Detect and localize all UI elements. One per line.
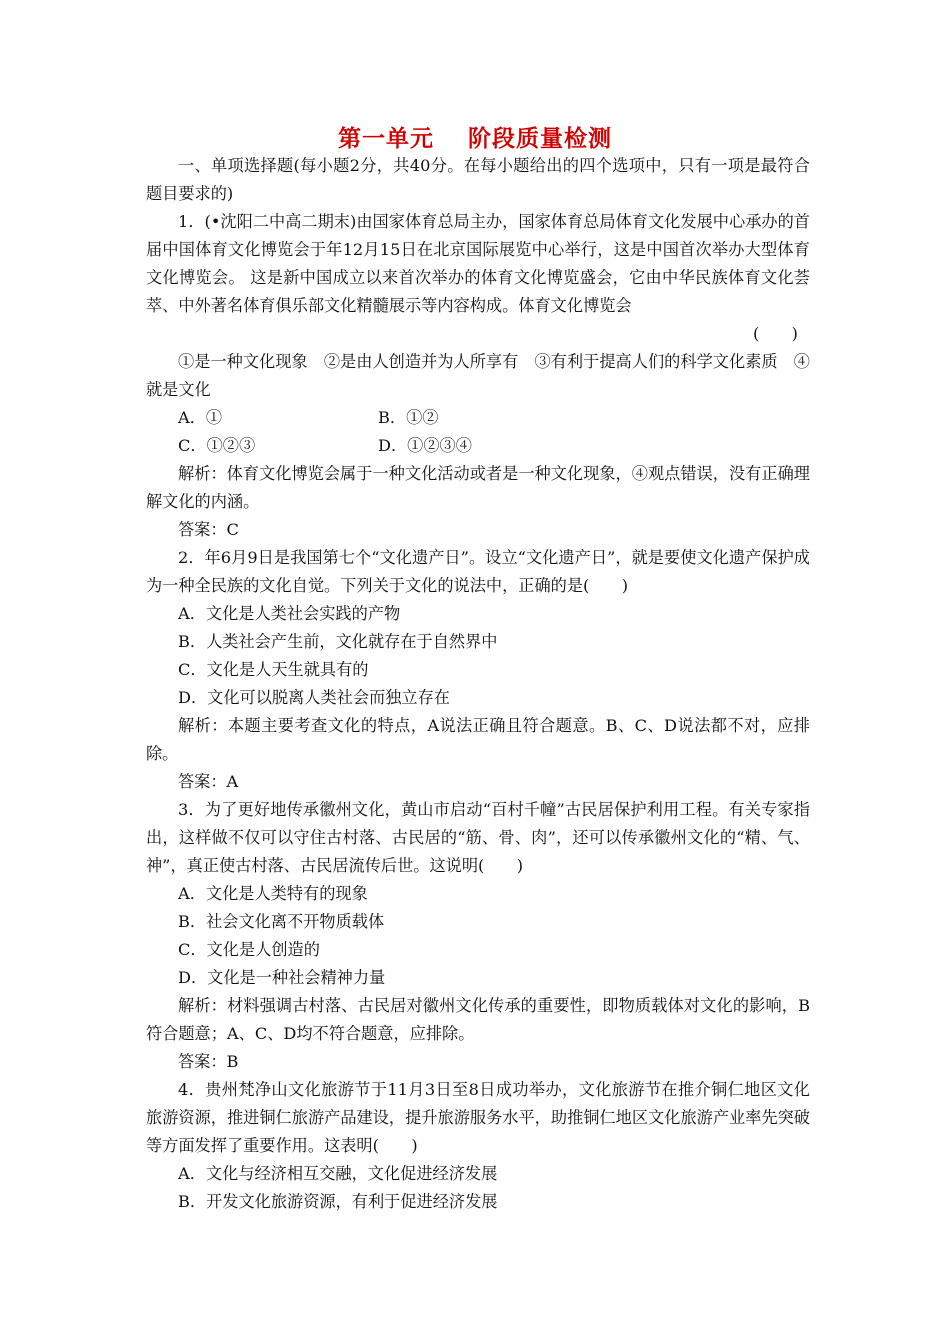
- question-3-analysis: 解析：材料强调古村落、古民居对徽州文化传承的重要性，即物质载体对文化的影响，B符合题意；A、C、D均不符合题意，应排除。: [146, 996, 810, 1043]
- title-unit: 第一单元: [338, 125, 434, 152]
- question-4-stem: 4．贵州梵净山文化旅游节于11月3日至8日成功举办，文化旅游节在推介铜仁地区文化旅游资源，推进铜仁旅游产品建设，提升旅游服务水平，助推铜仁地区文化旅游产业率先突破等方面发挥了重要作用。这表明( ): [146, 1080, 810, 1155]
- question-3-option-b: B．社会文化离不开物质载体: [178, 912, 385, 931]
- question-1-option-b: B．①②: [378, 408, 439, 427]
- question-1-options-row-2: [146, 432, 810, 460]
- question-2-option-b: B．人类社会产生前，文化就存在于自然界中: [178, 632, 498, 651]
- question-2-answer: 答案：A: [178, 772, 239, 791]
- question-4-option-a: A．文化与经济相互交融，文化促进经济发展: [178, 1164, 498, 1183]
- question-1-option-d: D．①②③④: [378, 436, 472, 455]
- question-1-options-row-1: [146, 404, 810, 432]
- page-title: [0, 120, 950, 153]
- question-1-analysis: 解析：体育文化博览会属于一种文化活动或者是一种文化现象，④观点错误，没有正确理解文化的内涵。: [146, 464, 810, 511]
- question-3-option-d: D．文化是一种社会精神力量: [178, 968, 386, 987]
- question-4-option-b: B．开发文化旅游资源，有利于促进经济发展: [178, 1192, 498, 1211]
- question-3-option-c: C．文化是人创造的: [178, 940, 320, 959]
- question-2-stem: 2．年6月9日是我国第七个“文化遗产日”。设立“文化遗产日”，就是要使文化遗产保护成为一种全民族的文化自觉。下列关于文化的说法中，正确的是( ): [146, 548, 810, 595]
- question-3-option-a: A．文化是人类特有的现象: [178, 884, 368, 903]
- question-1-option-a: A．①: [178, 408, 223, 427]
- question-1-blank: ( ): [752, 324, 798, 343]
- question-2-analysis: 解析：本题主要考查文化的特点，A说法正确且符合题意。B、C、D说法都不对，应排除。: [146, 716, 810, 763]
- question-2-option-d: D．文化可以脱离人类社会而独立存在: [178, 688, 450, 707]
- question-1-answer: 答案：C: [178, 520, 239, 539]
- question-1-option-c: C．①②③: [178, 436, 256, 455]
- question-1-statements: ①是一种文化现象 ②是由人创造并为人所享有 ③有利于提高人们的科学文化素质 ④就是文化: [146, 352, 810, 399]
- question-1-stem: 1．(•沈阳二中高二期末)由国家体育总局主办，国家体育总局体育文化发展中心承办的首届中国体育文化博览会于年12月15日在北京国际展览中心举行，这是中国首次举办大型体育文化博览会。 这是新中国成立以来首次举办的体育文化博览盛会，它由中华民族体育文化荟萃、中外著名体育俱乐部文化精髓展示等内容构成。体育文化博览会: [146, 212, 810, 315]
- title-subject: 阶段质量检测: [468, 125, 612, 152]
- question-3-answer: 答案：B: [178, 1052, 239, 1071]
- section-heading: 一、单项选择题(每小题2分，共40分。在每小题给出的四个选项中，只有一项是最符合题目要求的): [146, 156, 810, 203]
- document-body: [146, 152, 810, 1216]
- question-2-option-c: C．文化是人天生就具有的: [178, 660, 369, 679]
- question-2-option-a: A．文化是人类社会实践的产物: [178, 604, 401, 623]
- question-3-stem: 3．为了更好地传承徽州文化，黄山市启动“百村千幢”古民居保护利用工程。有关专家指出，这样做不仅可以守住古村落、古民居的“筋、骨、肉”，还可以传承徽州文化的“精、气、神”，真正使古村落、古民居流传后世。这说明( ): [146, 800, 810, 875]
